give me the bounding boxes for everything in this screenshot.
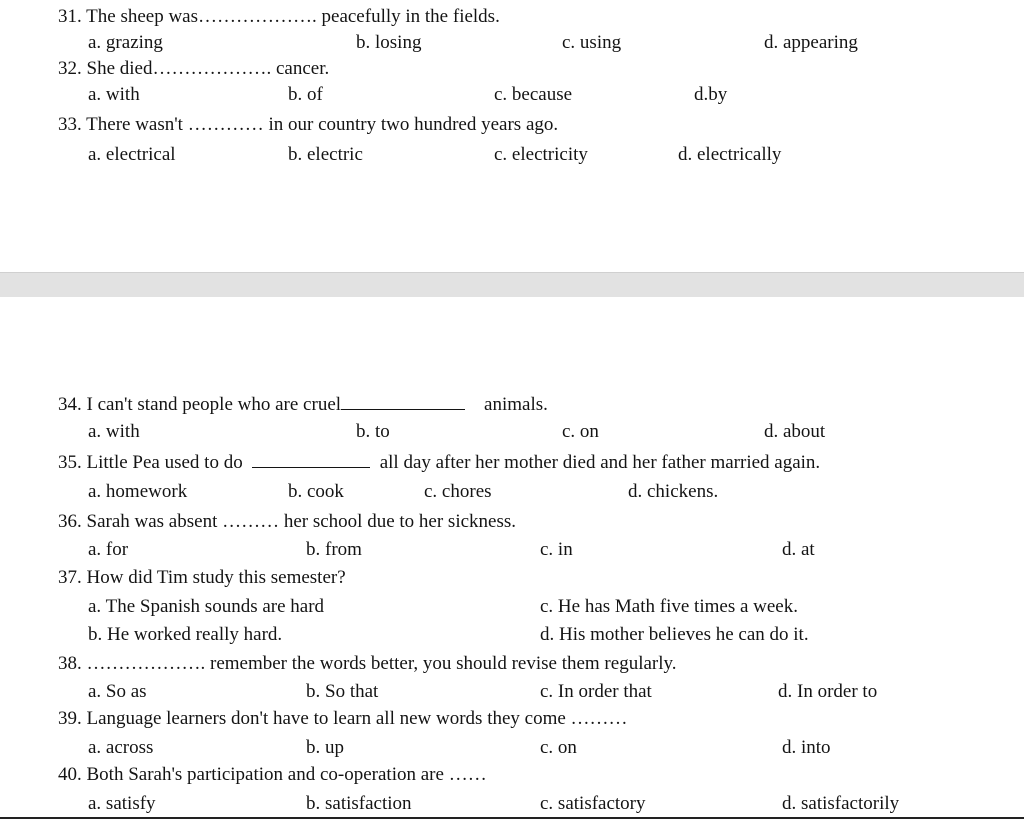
question-38: 38. ………………. remember the words better, you should revise them regularly.: [58, 653, 677, 674]
question-31: 31. The sheep was………………. peacefully in the fields.: [58, 6, 500, 27]
question-32: 32. She died………………. cancer.: [58, 58, 330, 79]
q39-option-b: b. up: [306, 737, 344, 758]
q37-option-b: b. He worked really hard.: [88, 624, 283, 645]
q34-option-c: c. on: [562, 421, 599, 442]
q33-option-b: b. electric: [288, 144, 363, 165]
q35-option-a: a. homework: [88, 481, 188, 502]
q36-option-c: c. in: [540, 539, 573, 560]
q36-option-b: b. from: [306, 539, 362, 560]
q40-option-a: a. satisfy: [88, 793, 156, 814]
q39-option-a: a. across: [88, 737, 154, 758]
q34-option-b: b. to: [356, 421, 390, 442]
q35-text-end: all day after her mother died and her father married again.: [379, 452, 821, 473]
question-34: [58, 394, 548, 416]
q35-option-d: d. chickens.: [628, 481, 719, 502]
q34-blank: [341, 395, 465, 410]
q33-option-c: c. electricity: [494, 144, 588, 165]
q38-option-b: b. So that: [306, 681, 379, 702]
q39-option-c: c. on: [540, 737, 577, 758]
q33-option-a: a. electrical: [88, 144, 176, 165]
question-39: 39. Language learners don't have to learn all new words they come ………: [58, 708, 628, 729]
page-bottom: [0, 297, 1024, 819]
q40-option-b: b. satisfaction: [306, 793, 412, 814]
q40-option-c: c. satisfactory: [540, 793, 646, 814]
q31-option-d: d. appearing: [764, 32, 858, 53]
q34-text-end: animals.: [484, 394, 548, 415]
q31-option-a: a. grazing: [88, 32, 163, 53]
q35-blank: [252, 453, 370, 468]
q39-option-d: d. into: [782, 737, 831, 758]
q35-option-b: b. cook: [288, 481, 344, 502]
q40-option-d: d. satisfactorily: [782, 793, 900, 814]
q37-option-a: a. The Spanish sounds are hard: [88, 596, 325, 617]
q34-option-a: a. with: [88, 421, 140, 442]
q31-option-b: b. losing: [356, 32, 422, 53]
page-top: [0, 0, 1024, 272]
q38-option-c: c. In order that: [540, 681, 652, 702]
q38-option-a: a. So as: [88, 681, 147, 702]
q36-option-a: a. for: [88, 539, 129, 560]
q31-option-c: c. using: [562, 32, 622, 53]
question-35: [58, 452, 820, 474]
q37-option-d: d. His mother believes he can do it.: [540, 624, 809, 645]
question-37: 37. How did Tim study this semester?: [58, 567, 346, 588]
q34-text: 34. I can't stand people who are cruel: [58, 394, 342, 415]
q35-option-c: c. chores: [424, 481, 492, 502]
q32-option-c: c. because: [494, 84, 573, 105]
question-36: 36. Sarah was absent ……… her school due to her sickness.: [58, 511, 517, 532]
q32-option-b: b. of: [288, 84, 323, 105]
q33-option-d: d. electrically: [678, 144, 782, 165]
q38-option-d: d. In order to: [778, 681, 878, 702]
q35-text: 35. Little Pea used to do: [58, 452, 243, 473]
q37-option-c: c. He has Math five times a week.: [540, 596, 798, 617]
q32-option-d: d.by: [694, 84, 728, 105]
question-33: 33. There wasn't ………… in our country two hundred years ago.: [58, 114, 559, 135]
q32-option-a: a. with: [88, 84, 140, 105]
q36-option-d: d. at: [782, 539, 815, 560]
question-40: 40. Both Sarah's participation and co-operation are ……: [58, 764, 487, 785]
q34-option-d: d. about: [764, 421, 826, 442]
page-separator: [0, 272, 1024, 298]
